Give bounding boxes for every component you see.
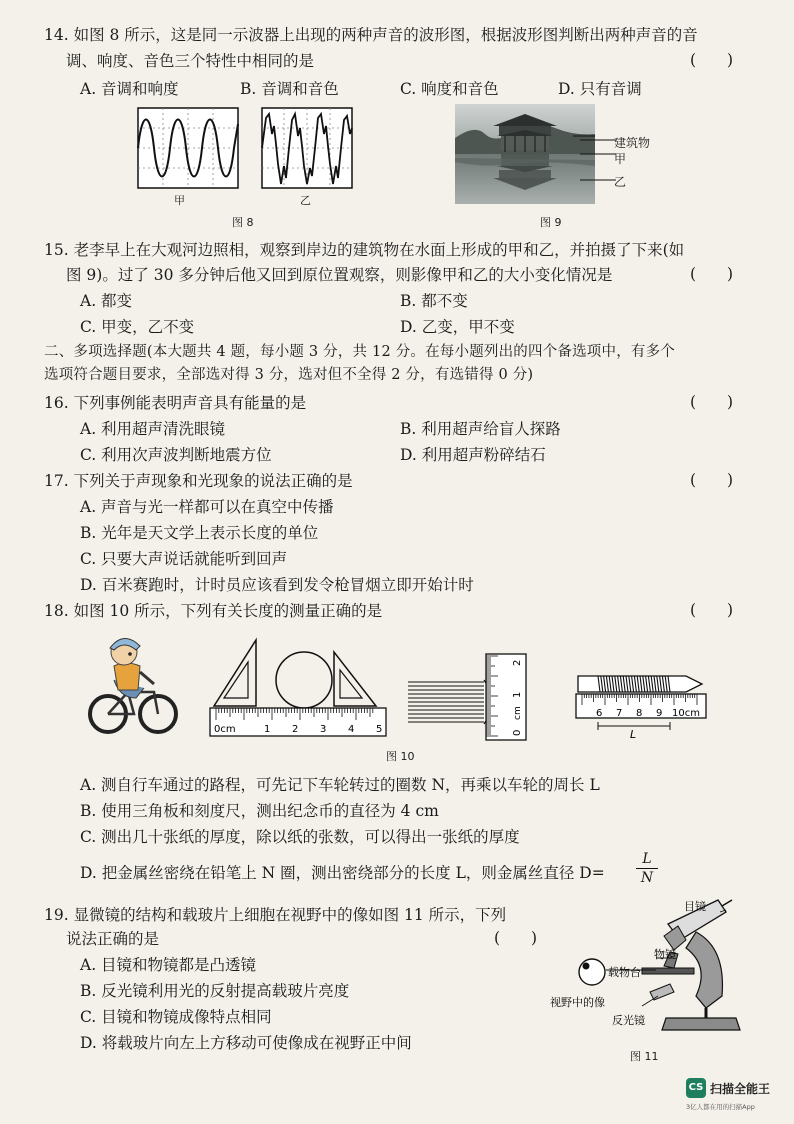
ruler-b-label: 2 [292,724,299,735]
camscanner-subtitle: 3亿人都在用的扫描App [686,1103,755,1111]
ruler-c-label: 0 [512,729,523,736]
figure-10-triangles-coin-ruler [208,636,390,740]
q19-stem-line2: 说法正确的是 [66,930,160,948]
ruler-b-label: 3 [320,724,327,735]
q15-answer-paren: ( ) [690,265,734,283]
q15-option-d: D. 乙变，甲不变 [400,318,515,336]
q19-stem-line1: 19. 显微镜的结构和载玻片上细胞在视野中的像如图 11 所示，下列 [44,906,507,924]
label-eyepiece: 目镜 [684,900,706,913]
q18-option-d: D. 把金属丝密绕在铅笔上 N 圈，测出密绕部分的长度 L，则金属丝直径 D= [80,864,605,882]
q18-answer-paren: ( ) [690,601,734,619]
q18-option-c: C. 测出几十张纸的厚度，除以纸的张数，可以得出一张纸的厚度 [80,828,520,846]
q14-stem-line1: 14. 如图 8 所示，这是同一示波器上出现的两种声音的波形图，根据波形图判断出两种声音的音 [44,26,698,44]
camscanner-watermark [686,1078,786,1114]
ruler-d-label: 10cm [672,708,700,719]
q18-formula-fraction [636,850,658,887]
ruler-b-label: 1 [264,724,271,735]
q16-stem: 16. 下列事例能表明声音具有能量的是 [44,394,307,412]
waveform-jia-panel [138,108,238,188]
figure-8-oscilloscope [132,104,364,198]
q18-option-b: B. 使用三角板和刻度尺，测出纪念币的直径为 4 cm [80,802,439,820]
q17-answer-paren: ( ) [690,471,734,489]
q15-option-b: B. 都不变 [400,292,468,310]
formula-numerator: L [642,851,652,867]
figure-9-label-jia: 甲 [614,152,627,166]
formula-denominator: N [636,868,658,887]
figure-10-pencil-wire-ruler [574,660,710,740]
figure-11-microscope [546,896,746,1046]
q19-option-b: B. 反光镜利用光的反射提高载玻片亮度 [80,982,350,1000]
q18-stem: 18. 如图 10 所示，下列有关长度的测量正确的是 [44,602,383,620]
ruler-b-label: 5 [376,724,383,735]
figure-9-label-building: 建筑物 [614,136,651,150]
q14-option-c: C. 响度和音色 [400,80,499,98]
q17-option-c: C. 只要大声说话就能听到回声 [80,550,288,568]
ruler-d-label: 6 [596,708,603,719]
q16-option-a: A. 利用超声清洗眼镜 [80,420,226,438]
view-field-circle [579,959,605,985]
q19-option-c: C. 目镜和物镜成像特点相同 [80,1008,272,1026]
ruler-b-label: 4 [348,724,355,735]
q19-option-a: A. 目镜和物镜都是凸透镜 [80,956,257,974]
q16-option-c: C. 利用次声波判断地震方位 [80,446,272,464]
figure-9-caption: 图 9 [540,216,562,229]
q14-option-b: B. 音调和音色 [240,80,339,98]
q19-answer-paren: ( ) [494,929,538,947]
ruler-c-label: cm [513,706,523,720]
figure-8-caption: 图 8 [232,216,254,229]
ruler-b-label: 0cm [214,724,236,735]
q17-option-d: D. 百米赛跑时，计时员应该看到发令枪冒烟立即开始计时 [80,576,474,594]
ruler-c-label: 2 [512,659,523,666]
q14-answer-paren: ( ) [690,51,734,69]
figure-10-paper-stack-ruler [408,652,528,744]
q19-option-d: D. 将载玻片向左上方移动可使像成在视野正中间 [80,1034,412,1052]
figure-9-label-yi: 乙 [614,175,627,189]
q15-option-a: A. 都变 [80,292,133,310]
label-objective: 物镜 [654,948,676,961]
ruler-d-label-L: L [630,728,637,740]
figure-11-caption: 图 11 [630,1050,659,1063]
q17-option-a: A. 声音与光一样都可以在真空中传播 [80,498,334,516]
figure-9-photo [455,104,595,204]
ruler-d-label: 9 [656,708,663,719]
camscanner-title: 扫描全能王 [710,1082,771,1096]
q16-answer-paren: ( ) [690,393,734,411]
q17-stem: 17. 下列关于声现象和光现象的说法正确的是 [44,472,353,490]
q15-stem-line1: 15. 老李早上在大观河边照相，观察到岸边的建筑物在水面上形成的甲和乙，并拍摄了下来(如 [44,241,685,259]
q14-stem-line2: 调、响度、音色三个特性中相同的是 [66,52,315,70]
camscanner-logo-icon: CS [686,1078,706,1098]
q14-option-a: A. 音调和响度 [80,80,179,98]
figure-10-caption: 图 10 [386,750,415,763]
q15-stem-line2: 图 9)。过了 30 多分钟后他又回到原位置观察，则影像甲和乙的大小变化情况是 [66,266,613,284]
q16-option-d: D. 利用超声粉碎结石 [400,446,546,464]
section-2-instructions-line2: 选项符合题目要求，全部选对得 3 分，选对但不全得 2 分，有选错得 0 分) [44,367,534,383]
label-stage: 载物台 [608,966,641,979]
ruler-d-label: 7 [616,708,623,719]
ruler-c-label: 1 [512,691,523,698]
q14-option-d: D. 只有音调 [558,80,642,98]
q18-option-a: A. 测自行车通过的路程，可先记下车轮转过的圈数 N，再乘以车轮的周长 L [80,776,600,794]
label-mirror: 反光镜 [612,1014,645,1027]
figure-8-label-jia: 甲 [174,194,185,207]
q16-option-b: B. 利用超声给盲人探路 [400,420,561,438]
label-view: 视野中的像 [550,996,605,1009]
figure-10-cyclist [84,628,184,740]
q17-option-b: B. 光年是天文学上表示长度的单位 [80,524,319,542]
waveform-yi-panel [262,108,352,188]
q15-option-c: C. 甲变，乙不变 [80,318,195,336]
figure-8-label-yi: 乙 [300,194,311,207]
section-2-instructions-line1: 二、多项选择题(本大题共 4 题，每小题 3 分，共 12 分。在每小题列出的四个备选项中，有多个 [44,344,676,360]
ruler-d-label: 8 [636,708,643,719]
